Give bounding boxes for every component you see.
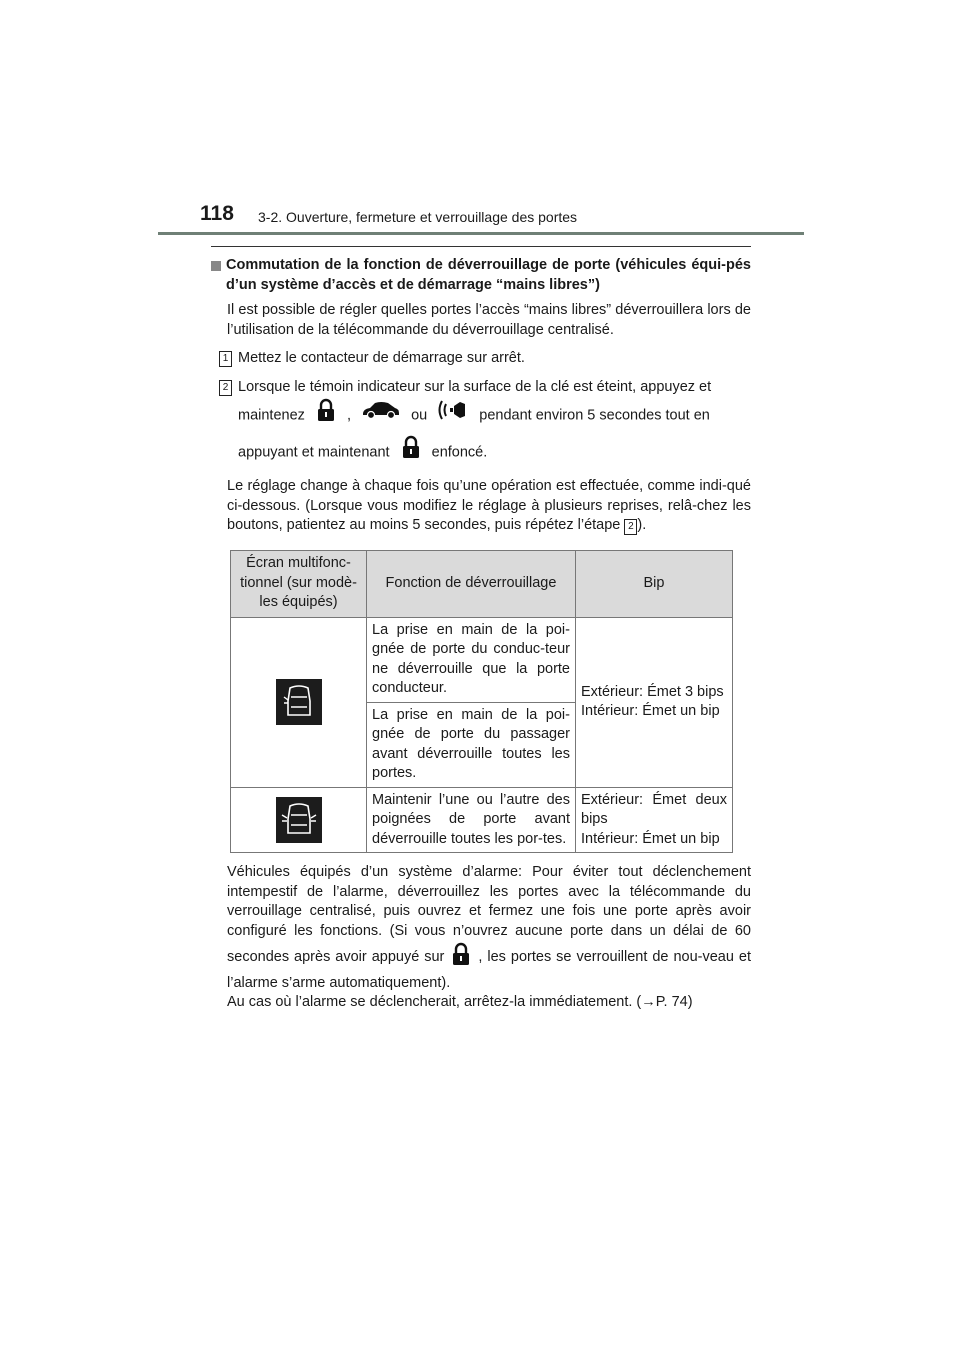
alarm-stop-text: Au cas où l’alarme se déclencherait, arrêtez-la immédiatement. (→P. 74) [227, 994, 693, 1010]
lock-icon [450, 941, 472, 974]
table-header-cell: Bip [576, 550, 733, 617]
beep-exterior: Extérieur: Émet deux bips [581, 791, 727, 827]
step-number: 2 [219, 380, 232, 396]
car-trunk-icon [361, 400, 401, 431]
step-text: , [346, 407, 351, 424]
unlock-settings-table [230, 550, 733, 854]
step-text: pendant environ 5 secondes tout en [479, 407, 710, 424]
display-icon-cell [231, 617, 367, 787]
setting-change-text [227, 477, 751, 536]
alarm-note [227, 863, 751, 993]
step-ref-number: 2 [624, 519, 637, 535]
step-text: appuyant et maintenant [238, 444, 390, 461]
table-header-cell: Écran multifonc-tionnel (sur modè-les équipés) [231, 550, 367, 617]
table-header-cell: Fonction de déverrouillage [367, 550, 576, 617]
beep-interior: Intérieur: Émet un bip [581, 703, 720, 719]
heading-square-icon [211, 261, 221, 271]
section-title: Commutation de la fonction de déverrouillage de porte (véhicules équi-pés d’un système d’accès et de démarrage “mains libres”) [226, 257, 751, 293]
all-doors-unlock-icon [276, 797, 322, 843]
beep-interior: Intérieur: Émet un bip [581, 830, 720, 847]
alarm-text: Véhicules équipés d’un système d’alarme: Pour éviter tout déclenchement intempestif de l’alarme, déverrouillez les portes avec la télécommande du verrouillage centralisé, puis ouvrez et fermez une fois une porte après avoir configuré les fonctions. (Si vous n’ouvrez aucune porte dans un délai de 60 secondes après avoir appuyé sur [227, 864, 751, 966]
lock-icon [400, 434, 422, 471]
beep-exterior: Extérieur: Émet 3 bips [581, 683, 724, 700]
unlock-function-cell: La prise en main de la poi-gnée de porte du conduc-teur ne déverrouille que la porte conducteur. [367, 617, 576, 702]
section-rule [211, 246, 751, 247]
beep-cell [576, 787, 733, 853]
table-header-row [231, 550, 733, 617]
setting-change-end: ). [637, 517, 647, 533]
header-rule [158, 232, 804, 235]
page-content [211, 256, 751, 1013]
intro-text: Il est possible de régler quelles portes l’accès “mains libres” déverrouillera lors de l’utilisation de la télécommande du déverrouillage centralisé. [227, 302, 751, 338]
table-row [231, 617, 733, 702]
alarm-text-end: , les portes se verrouillent de nou-veau et l’alarme s’arme automatiquement). [227, 949, 751, 991]
page-number: 118 [200, 202, 234, 225]
step-text: maintenez [238, 407, 305, 424]
section-heading [211, 256, 751, 295]
step-text: Mettez le contacteur de démarrage sur arrêt. [238, 350, 525, 366]
display-icon-cell [231, 787, 367, 853]
step-text: ou [411, 407, 428, 424]
step-1 [211, 349, 751, 369]
setting-change-body: Le réglage change à chaque fois qu’une opération est effectuée, comme indi-qué ci-dessous. (Lorsque vous modifiez le réglage à plusieurs reprises, relâ-chez les boutons, patientez au moins 5 secondes, puis répétez l’étape [227, 478, 751, 533]
beep-cell [576, 617, 733, 787]
step-text: Lorsque le témoin indicateur sur la surface de la clé est éteint, appuyez et [238, 378, 712, 395]
driver-door-unlock-icon [276, 679, 322, 725]
table-row [231, 787, 733, 853]
chapter-title: 3-2. Ouverture, fermeture et verrouillage des portes [258, 209, 578, 225]
step-2 [211, 378, 751, 472]
step-text: enfoncé. [431, 444, 488, 461]
unlock-function-cell: La prise en main de la poi-gnée de porte du passager avant déverrouille toutes les portes. [367, 702, 576, 787]
unlock-function-cell: Maintenir l’une ou l’autre des poignées de porte avant déverrouille toutes les por-tes. [367, 787, 576, 853]
panic-alarm-icon [437, 398, 469, 433]
lock-icon [315, 397, 337, 434]
step-number: 1 [219, 351, 232, 367]
